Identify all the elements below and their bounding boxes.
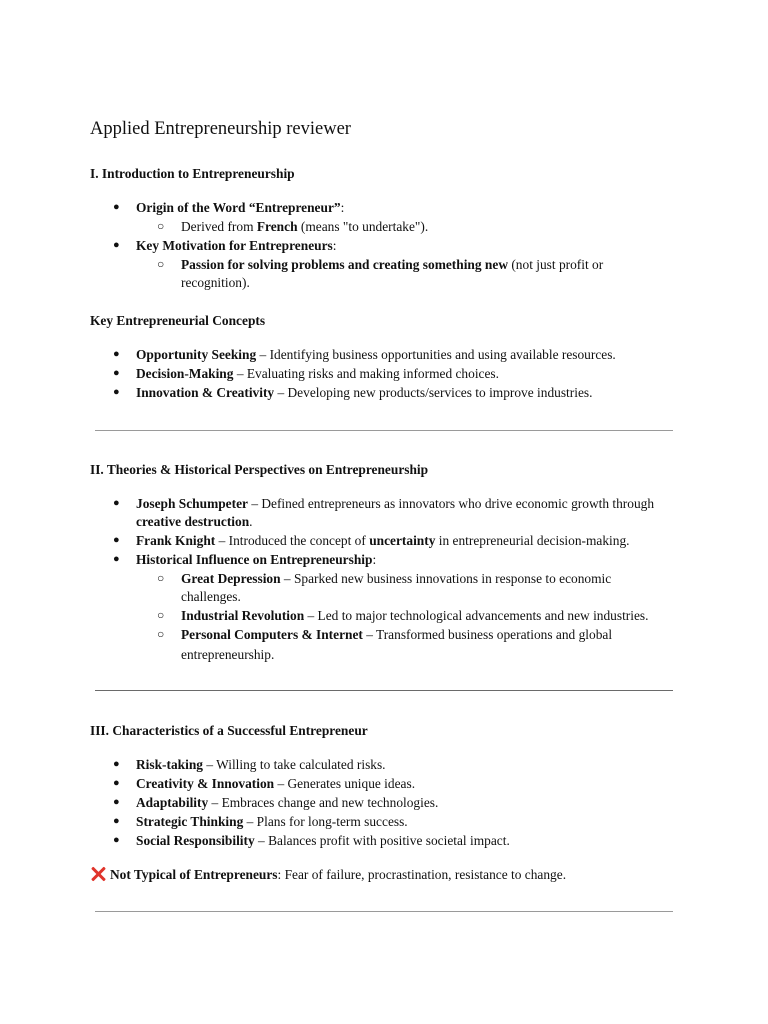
bullet-dot: ● [113,348,120,360]
list-item-concept: Innovation & Creativity – Developing new products/services to improve industries. [136,385,593,400]
not-typical-note: Not Typical of Entrepreneurs: Fear of failure, procrastination, resistance to change. [90,865,566,884]
horizontal-divider [95,430,673,431]
list-item-characteristic: Adaptability – Embraces change and new technologies. [136,795,439,810]
list-item-knight: Frank Knight – Introduced the concept of uncertainty in entrepreneurial decision-making. [136,533,630,548]
list-item-characteristic: Creativity & Innovation – Generates unique ideas. [136,776,416,791]
list-item-schumpeter: Joseph Schumpeter – Defined entrepreneurs as innovators who drive economic growth through [136,496,655,511]
bullet-dot: ● [113,201,120,213]
sub-item-historical: Personal Computers & Internet – Transformed business operations and global [181,627,613,642]
bullet-dot: ● [113,239,120,251]
section-heading-theories: II. Theories & Historical Perspectives on Entrepreneurship [90,462,429,477]
sub-bullet-circle: ○ [157,219,165,233]
bullet-dot: ● [113,796,120,808]
bullet-dot: ● [113,367,120,379]
sub-bullet-circle: ○ [157,257,165,271]
bullet-dot: ● [113,553,120,565]
sub-item-historical-cont: entrepreneurship. [181,647,275,662]
section-heading-intro: I. Introduction to Entrepreneurship [90,166,295,181]
sub-item-historical: Great Depression – Sparked new business innovations in response to economic [181,571,612,586]
sub-item-passion-cont: recognition). [181,275,250,290]
list-item-historical: Historical Influence on Entrepreneurship: [136,552,377,567]
sub-bullet-circle: ○ [157,627,165,641]
section-heading-concepts: Key Entrepreneurial Concepts [90,313,266,328]
list-item-characteristic: Social Responsibility – Balances profit with positive societal impact. [136,833,510,848]
list-item-concept: Decision-Making – Evaluating risks and making informed choices. [136,366,499,381]
list-item-motivation: Key Motivation for Entrepreneurs: [136,238,337,253]
sub-item-historical: Industrial Revolution – Led to major technological advancements and new industries. [181,608,649,623]
horizontal-divider [95,690,673,691]
bullet-dot: ● [113,386,120,398]
sub-item-french: Derived from French (means "to undertake"). [181,219,429,234]
bullet-dot: ● [113,777,120,789]
page-title: Applied Entrepreneurship reviewer [90,119,351,139]
horizontal-divider [95,911,673,912]
bullet-dot: ● [113,758,120,770]
sub-item-passion: Passion for solving problems and creating something new (not just profit or [181,257,604,272]
sub-bullet-circle: ○ [157,571,165,585]
bullet-dot: ● [113,497,120,509]
bullet-dot: ● [113,815,120,827]
list-item-characteristic: Strategic Thinking – Plans for long-term success. [136,814,408,829]
list-item-characteristic: Risk-taking – Willing to take calculated risks. [136,757,386,772]
bullet-dot: ● [113,534,120,546]
list-item-concept: Opportunity Seeking – Identifying business opportunities and using available resources. [136,347,616,362]
sub-item-historical-cont: challenges. [181,589,241,604]
cross-mark-icon [90,866,106,882]
section-heading-characteristics: III. Characteristics of a Successful Entrepreneur [90,723,368,738]
list-item-schumpeter-cont: creative destruction. [136,514,253,529]
sub-bullet-circle: ○ [157,608,165,622]
bullet-dot: ● [113,834,120,846]
list-item-origin: Origin of the Word “Entrepreneur”: [136,200,345,215]
